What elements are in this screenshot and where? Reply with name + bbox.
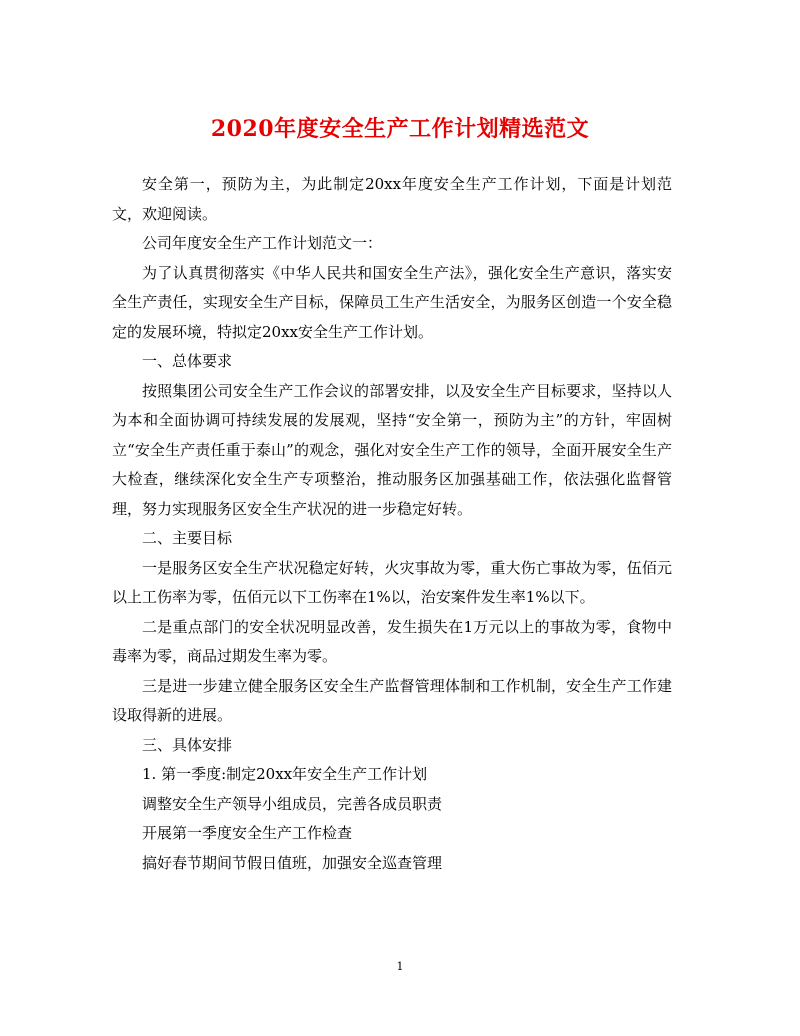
paragraph-goal-one: 一是服务区安全生产状况稳定好转，火灾事故为零，重大伤亡事故为零，伍佰元以上工伤率为零，伍佰元以下工伤率在1%以，治安案件发生率1%以下。 xyxy=(112,558,672,606)
paragraph-purpose: 为了认真贯彻落实《中华人民共和国安全生产法》，强化安全生产意识，落实安全生产责任，实现安全生产目标，保障员工生产生活安全，为服务区创造一个安全稳定的发展环境，特拟定20xx安全生产工作计划。 xyxy=(112,263,672,341)
paragraph-sample-heading: 公司年度安全生产工作计划范文一： xyxy=(142,234,383,252)
paragraph-goal-two: 二是重点部门的安全状况明显改善，发生损失在1万元以上的事故为零，食物中毒率为零，商品过期发生率为零。 xyxy=(112,617,672,665)
document-title: 2020年度安全生产工作计划精选范文 xyxy=(210,116,590,142)
list-item-first-quarter-inspection: 开展第一季度安全生产工作检查 xyxy=(142,824,353,842)
section-heading-specific-arrangements: 三、具体安排 xyxy=(142,735,233,754)
list-item-first-quarter: 1. 第一季度:制定20xx年安全生产工作计划 xyxy=(142,765,428,783)
list-item-adjust-leadership: 调整安全生产领导小组成员，完善各成员职责 xyxy=(142,794,443,813)
document-body xyxy=(112,170,672,878)
list-item-holiday-duty: 搞好春节期间节假日值班，加强安全巡查管理 xyxy=(142,853,443,872)
paragraph-overall-requirements: 按照集团公司安全生产工作会议的部署安排，以及安全生产目标要求，坚持以人为本和全面协调可持续发展的发展观，坚持“安全第一，预防为主”的方针，牢固树立“安全生产责任重于泰山”的观念，强化对安全生产工作的领导，全面开展安全生产大检查，继续深化安全生产专项整治，推动服务区加强基础工作，依法强化监督管理，努力实现服务区安全生产状况的进一步稳定好转。 xyxy=(112,381,672,518)
section-heading-main-goals: 二、主要目标 xyxy=(142,529,233,547)
paragraph-goal-three: 三是进一步建立健全服务区安全生产监督管理体制和工作机制，安全生产工作建设取得新的进展。 xyxy=(112,676,672,724)
paragraph-intro: 安全第一，预防为主，为此制定20xx年度安全生产工作计划，下面是计划范文，欢迎阅读。 xyxy=(112,175,672,223)
section-heading-overall-requirements: 一、总体要求 xyxy=(142,352,233,370)
page-number: 1 xyxy=(396,960,404,973)
